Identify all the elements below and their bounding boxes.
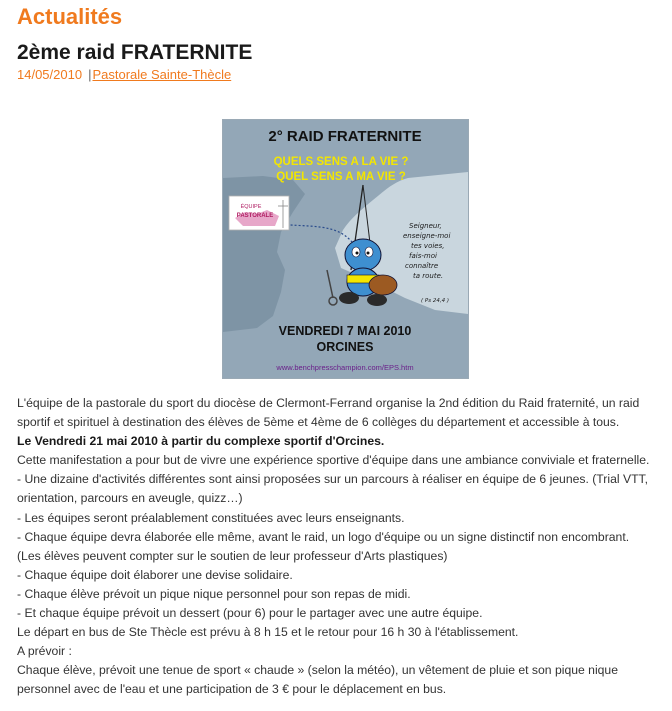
poster-illustration: [223, 120, 468, 378]
article-body: [17, 394, 667, 700]
bubble-reference: ( Ps 24,4 ): [421, 298, 449, 304]
body-line: L'équipe de la pastorale du sport du diocèse de Clermont-Ferrand organise la 2nd édition du Raid fraternité, un raid: [17, 396, 640, 410]
poster-date: VENDREDI 7 MAI 2010: [278, 324, 412, 338]
body-line: - Une dizaine d'activités différentes sont ainsi proposées sur un parcours à réaliser en équipe de 6 jeunes. (Trial VTT,: [17, 472, 648, 487]
body-line: (Les élèves peuvent compter sur le soutien de leur professeur d'Arts plastiques): [17, 548, 448, 563]
body-line: - Chaque équipe doit élaborer une devise solidaire.: [17, 567, 293, 582]
body-line: - Et chaque équipe prévoit un dessert (pour 6) pour le partager avec une autre équipe.: [17, 606, 483, 621]
article-meta: [17, 67, 231, 82]
poster-place: ORCINES: [316, 340, 374, 354]
logo-line-2: PASTORALE: [236, 213, 274, 219]
body-line: Chaque élève, prévoit une tenue de sport « chaude » (selon la météo), un vêtement de pluie et son pique nique: [17, 663, 618, 678]
article-date: 14/05/2010: [17, 67, 83, 82]
bubble-line-1: Seigneur,: [409, 222, 442, 230]
meta-separator: |: [88, 67, 92, 82]
poster-question-2: QUEL SENS A MA VIE ?: [276, 171, 406, 183]
logo-line-1: ÉQUIPE: [240, 204, 262, 210]
poster-heading: 2° RAID FRATERNITE: [268, 128, 422, 145]
body-line: personnel avec de l'eau et une participation de 3 € pour le déplacement en bus.: [17, 682, 447, 697]
bubble-line-4: fais-moi: [409, 252, 437, 260]
poster-url: www.benchpresschampion.com/EPS.htm: [276, 363, 414, 372]
event-date-line: Le Vendredi 21 mai 2010 à partir du complexe sportif d'Orcines.: [17, 434, 385, 449]
article-title: 2ème raid FRATERNITE: [17, 41, 253, 64]
bubble-line-2: enseigne-moi: [403, 232, 451, 240]
body-line: - Chaque élève prévoit un pique nique personnel pour son repas de midi.: [17, 586, 411, 601]
poster-question-1: QUELS SENS A LA VIE ?: [273, 156, 409, 168]
bubble-line-3: tes voies,: [411, 242, 445, 250]
body-line: sportif et spirituel à destination des élèves de 5ème et 4ème de 6 collèges du département et accessible à tous.: [17, 415, 620, 430]
body-line: - Les équipes seront préalablement constituées avec leurs enseignants.: [17, 510, 405, 525]
body-line: Le départ en bus de Ste Thècle est prévu à 8 h 15 et le retour pour 16 h 30 à l'établissement.: [17, 625, 519, 640]
bubble-line-5: connaître: [405, 262, 439, 270]
section-title: Actualités: [17, 4, 123, 29]
category-link[interactable]: Pastorale Sainte-Thècle: [92, 67, 232, 82]
body-line: Cette manifestation a pour but de vivre une expérience sportive d'équipe dans une ambiance conviviale et fraternelle.: [17, 453, 650, 468]
body-line: A prévoir :: [17, 644, 72, 659]
body-line: orientation, parcours en aveugle, quizz…): [17, 491, 243, 506]
event-poster: [222, 119, 469, 379]
body-line: - Chaque équipe devra élaborée elle même, avant le raid, un logo d'équipe ou un signe distinctif non encombrant.: [17, 529, 630, 544]
pastorale-logo: [229, 196, 289, 230]
bubble-line-6: ta route.: [413, 272, 444, 280]
